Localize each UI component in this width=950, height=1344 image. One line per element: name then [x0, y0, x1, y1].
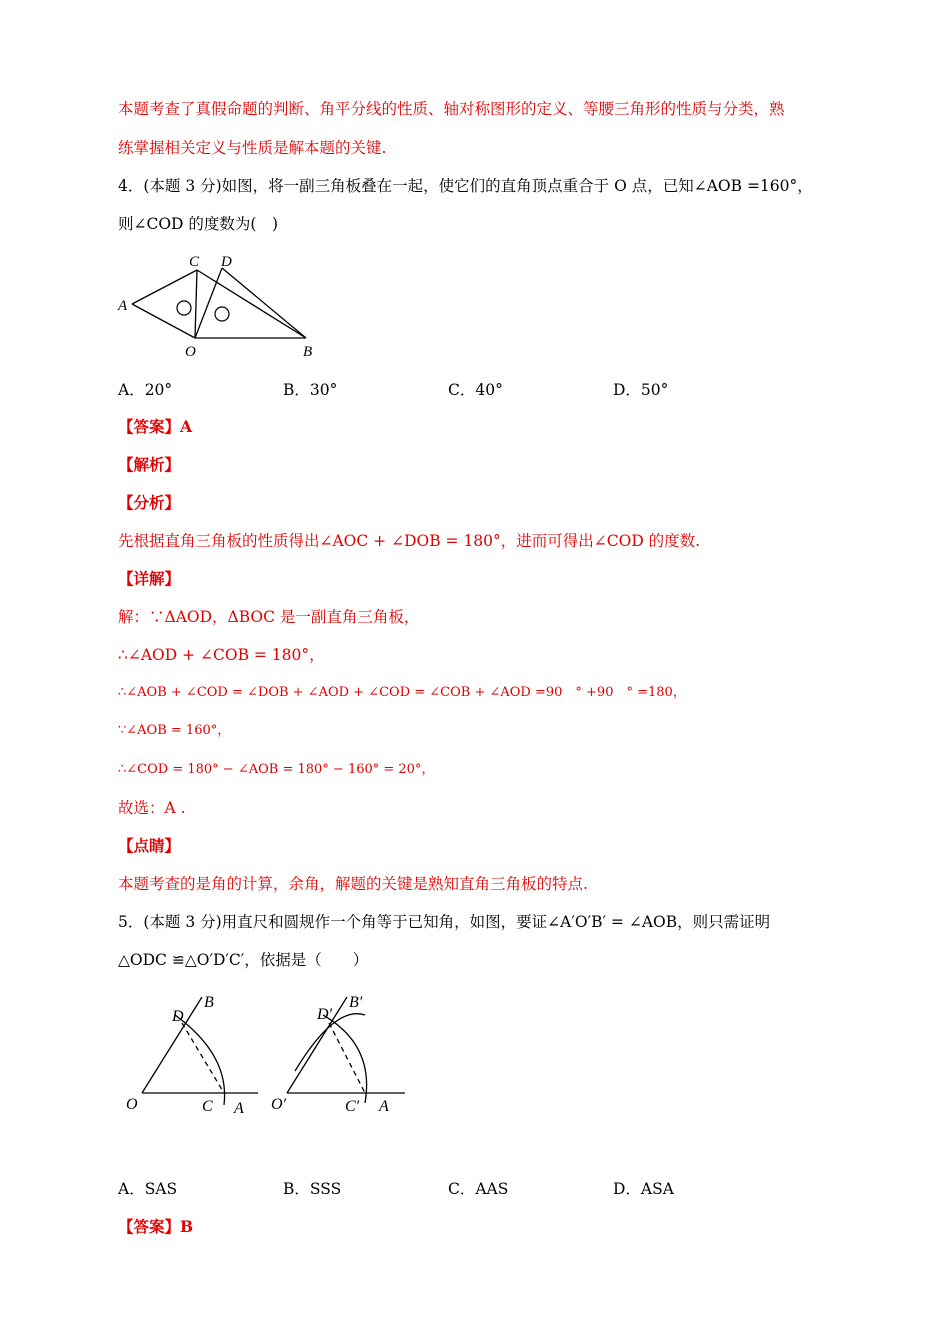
- q4-dianjing-heading: 【点睛】: [118, 836, 181, 855]
- q5-answer: 【答案】B: [118, 1217, 194, 1236]
- q5l-label-D: D: [172, 1008, 184, 1025]
- q4-choice: 故选：A .: [118, 799, 186, 817]
- q5l-label-A: A: [234, 1100, 244, 1117]
- q5r-label-B: B′: [349, 994, 363, 1011]
- q5r-label-D: D′: [317, 1006, 333, 1023]
- q4-line-OD: [195, 268, 222, 338]
- q4-dianjing-text: 本题考查的是角的计算，余角，解题的关键是熟知直角三角板的特点.: [118, 875, 588, 893]
- q4-step-1: 解：∵ΔAOD，ΔBOC 是一副直角三角板，: [118, 608, 420, 626]
- q4-label-O: O: [185, 344, 196, 360]
- q4-label-C: C: [189, 254, 200, 270]
- q4-option-b: B．30°: [283, 381, 338, 399]
- q4-step-3: ∴∠AOB + ∠COD = ∠DOB + ∠AOD + ∠COD = ∠COB + ∠AOD =90 ° +90 ° =180，: [118, 685, 686, 700]
- q5-option-a: A．SAS: [118, 1180, 178, 1198]
- prev-explanation-line-2: 练掌握相关定义与性质是解本题的关键.: [118, 139, 387, 157]
- q4-stem-line-2: 则∠COD 的度数为( ): [118, 215, 279, 233]
- q4-step-4: ∵∠AOB = 160°，: [118, 723, 231, 738]
- q4-step-5: ∴∠COD = 180° − ∠AOB = 180° − 160° = 20°，: [118, 762, 435, 777]
- q5l-segment-DC: [182, 1023, 224, 1093]
- prev-explanation-line-1: 本题考查了真假命题的判断、角平分线的性质、轴对称图形的定义、等腰三角形的性质与分类，熟: [118, 100, 785, 118]
- q5-option-d: D．ASA: [613, 1180, 674, 1198]
- q4-line-DB: [222, 268, 306, 338]
- q4-hole-left: [177, 301, 191, 315]
- q5r-label-A: A: [379, 1098, 389, 1115]
- q4-jiexi-heading: 【解析】: [118, 455, 181, 474]
- q4-option-d: D．50°: [613, 381, 669, 399]
- q4-label-D: D: [221, 254, 232, 270]
- q5-figure-left: [120, 985, 260, 1120]
- q5-option-c: C．AAS: [448, 1180, 509, 1198]
- q5-stem-line-2: △ODC ≌△O′D′C′，依据是（ ）: [118, 951, 369, 969]
- q5r-arc-small: [323, 1015, 367, 1103]
- q4-stem-line-1: 4．(本题 3 分)如图，将一副三角板叠在一起，使它们的直角顶点重合于 O 点，已知∠AOB =160°，: [118, 177, 813, 195]
- q4-fenxi-text: 先根据直角三角板的性质得出∠AOC + ∠DOB = 180°，进而可得出∠COD 的度数.: [118, 532, 701, 550]
- q4-label-A: A: [118, 298, 128, 314]
- q4-hole-right: [215, 307, 229, 321]
- q5l-label-O: O: [126, 1096, 138, 1113]
- q4-line-CB: [197, 270, 306, 338]
- q4-option-c: C．40°: [448, 381, 503, 399]
- q4-line-AC: [132, 270, 197, 304]
- q4-line-AO: [132, 304, 195, 338]
- q5-stem-line-1: 5．(本题 3 分)用直尺和圆规作一个角等于已知角，如图，要证∠A′O′B′ = ∠AOB，则只需证明: [118, 913, 771, 931]
- q5-figure-right: [265, 985, 410, 1120]
- q4-option-a: A．20°: [118, 381, 173, 399]
- q4-label-B: B: [303, 344, 313, 360]
- q5r-label-O: O′: [271, 1096, 287, 1113]
- q4-figure: [110, 250, 330, 360]
- q4-line-CO: [195, 270, 197, 338]
- q5l-label-B: B: [204, 994, 214, 1011]
- q4-step-2: ∴∠AOD + ∠COB = 180°，: [118, 646, 325, 664]
- q4-xiangjie-heading: 【详解】: [118, 569, 181, 588]
- q5l-label-C: C: [202, 1098, 213, 1115]
- q4-fenxi-heading: 【分析】: [118, 493, 181, 512]
- q5-option-b: B．SSS: [283, 1180, 342, 1198]
- q4-answer: 【答案】A: [118, 417, 193, 436]
- q5r-label-C: C′: [345, 1098, 360, 1115]
